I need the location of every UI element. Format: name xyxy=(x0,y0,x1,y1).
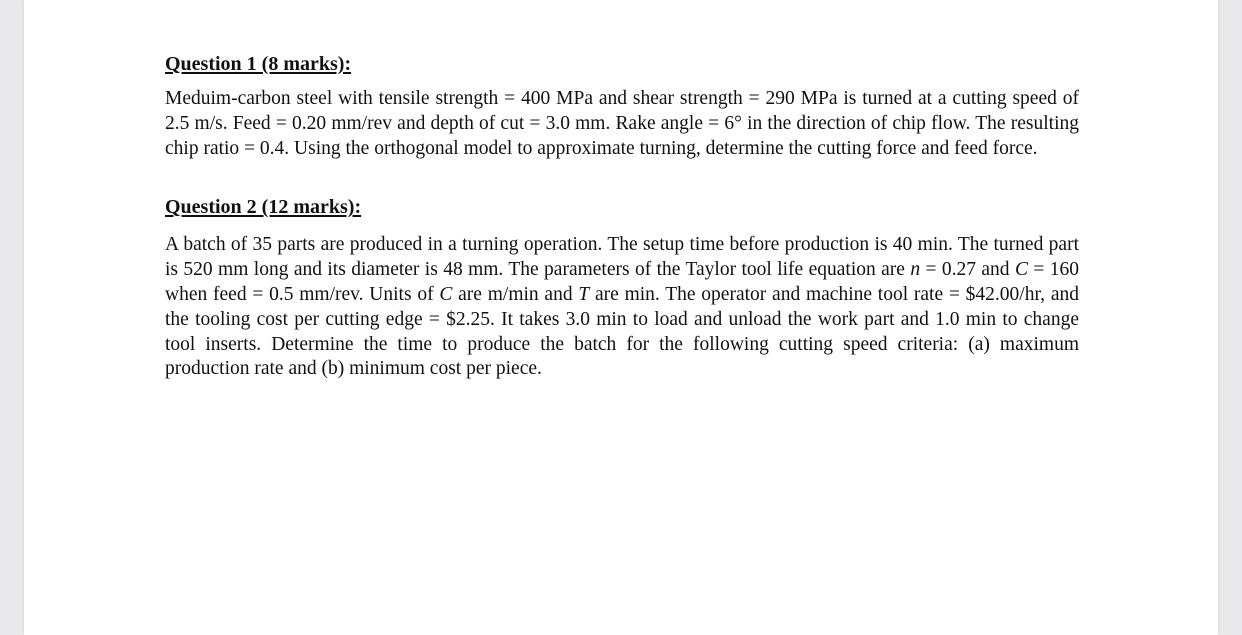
question-1-heading: Question 1 (8 marks): xyxy=(165,53,352,75)
question-2-text-2: = 0.27 and xyxy=(920,259,1015,281)
question-1-body: Meduim-carbon steel with tensile strength = 400 MPa and shear strength = 290 MPa is turned at a cutting speed of 2.5 m/s. Feed = 0.20 mm/rev and depth of cut = 3.0 mm. Rake angle = 6° in the direction of chip flow. The resulting chip ratio = 0.4. Using the orthogonal model to approximate turning, determine the cutting force and feed force. xyxy=(165,88,1079,159)
question-2-heading: Question 2 (12 marks): xyxy=(165,196,362,219)
question-2-text-4: are m/min and xyxy=(452,283,579,305)
question-2-text-5: are min. The operator and machine tool rate = $42.00/hr, and the tooling cost per cutting edge = $2.25. It takes 3.0 min to load and unload the work part and 1.0 min to change tool inserts. Determine the time to produce the batch for the following cutting speed criteria: (a) maximum production rate and (b) minimum cost per piece. xyxy=(165,283,1079,380)
variable-t: T xyxy=(578,283,590,305)
variable-c: C xyxy=(439,283,453,305)
variable-c: C xyxy=(1014,259,1028,281)
question-2-body xyxy=(165,233,1079,382)
variable-n: n xyxy=(910,259,921,281)
question-2-text-1: A batch of 35 parts are produced in a turning operation. The setup time before production is 40 min. The turned part is 520 mm long and its diameter is 48 mm. The parameters of the Taylor tool life equation are xyxy=(165,234,1079,281)
document-page xyxy=(24,0,1218,635)
page-content xyxy=(165,50,1079,382)
question-2-text-3: = 160 when feed = 0.5 mm/rev. Units of xyxy=(165,259,1080,305)
